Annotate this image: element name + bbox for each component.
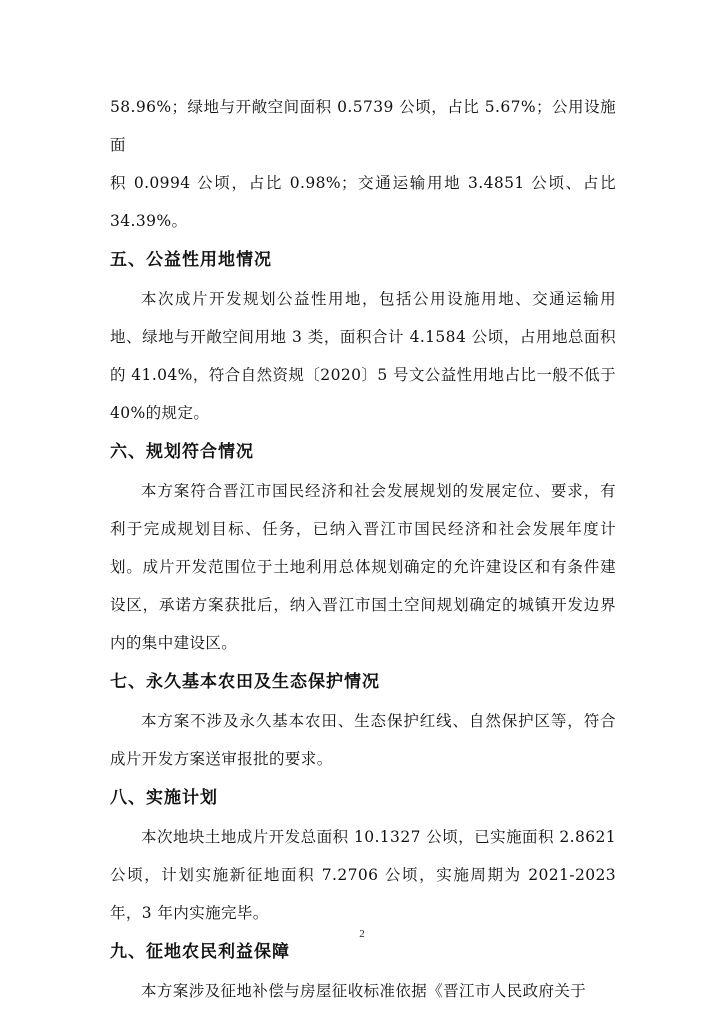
section-heading-implementation-plan: 八、实施计划 [110, 788, 218, 808]
intro-line-1: 58.96%；绿地与开敞空间面积 0.5739 公顷，占比 5.67%；公用设施面 [110, 98, 616, 154]
section-heading-plan-compliance: 六、规划符合情况 [110, 442, 254, 462]
section-body-plan-compliance: 本方案符合晋江市国民经济和社会发展规划的发展定位、要求，有利于完成规划目标、任务，已纳入晋江市国民经济和社会发展年度计划。成片开发范围位于土地利用总体规划确定的允许建设区和有条件建设区，承诺方案获批后，纳入晋江市国土空间规划确定的城镇开发边界内的集中建设区。 [110, 482, 616, 652]
section-body-farmland-protection: 本方案不涉及永久基本农田、生态保护红线、自然保护区等，符合成片开发方案送审报批的要求。 [110, 712, 616, 768]
page-number: 2 [359, 928, 365, 940]
section-heading-farmer-rights: 九、征地农民利益保障 [110, 942, 290, 962]
section-body-farmer-rights: 本方案涉及征地补偿与房屋征收标准依据《晋江市人民政府关于 [141, 982, 587, 1000]
section-body-implementation-plan: 本次地块土地成片开发总面积 10.1327 公顷，已实施面积 2.8621 公顷，计划实施新征地面积 7.2706 公顷，实施周期为 2021-2023 年，3 年内实施完毕。 [110, 828, 616, 922]
section-heading-public-land: 五、公益性用地情况 [110, 250, 272, 270]
intro-line-2: 积 0.0994 公顷，占比 0.98%；交通运输用地 3.4851 公顷、占比 34.39%。 [110, 174, 616, 230]
document-page [110, 88, 616, 1010]
section-heading-farmland-protection: 七、永久基本农田及生态保护情况 [110, 672, 380, 692]
section-body-public-land: 本次成片开发规划公益性用地，包括公用设施用地、交通运输用地、绿地与开敞空间用地 3 类，面积合计 4.1584 公顷，占用地总面积的 41.04%，符合自然资规〔2020〕5 号文公益性用地占比一般不低于 40%的规定。 [110, 290, 616, 422]
